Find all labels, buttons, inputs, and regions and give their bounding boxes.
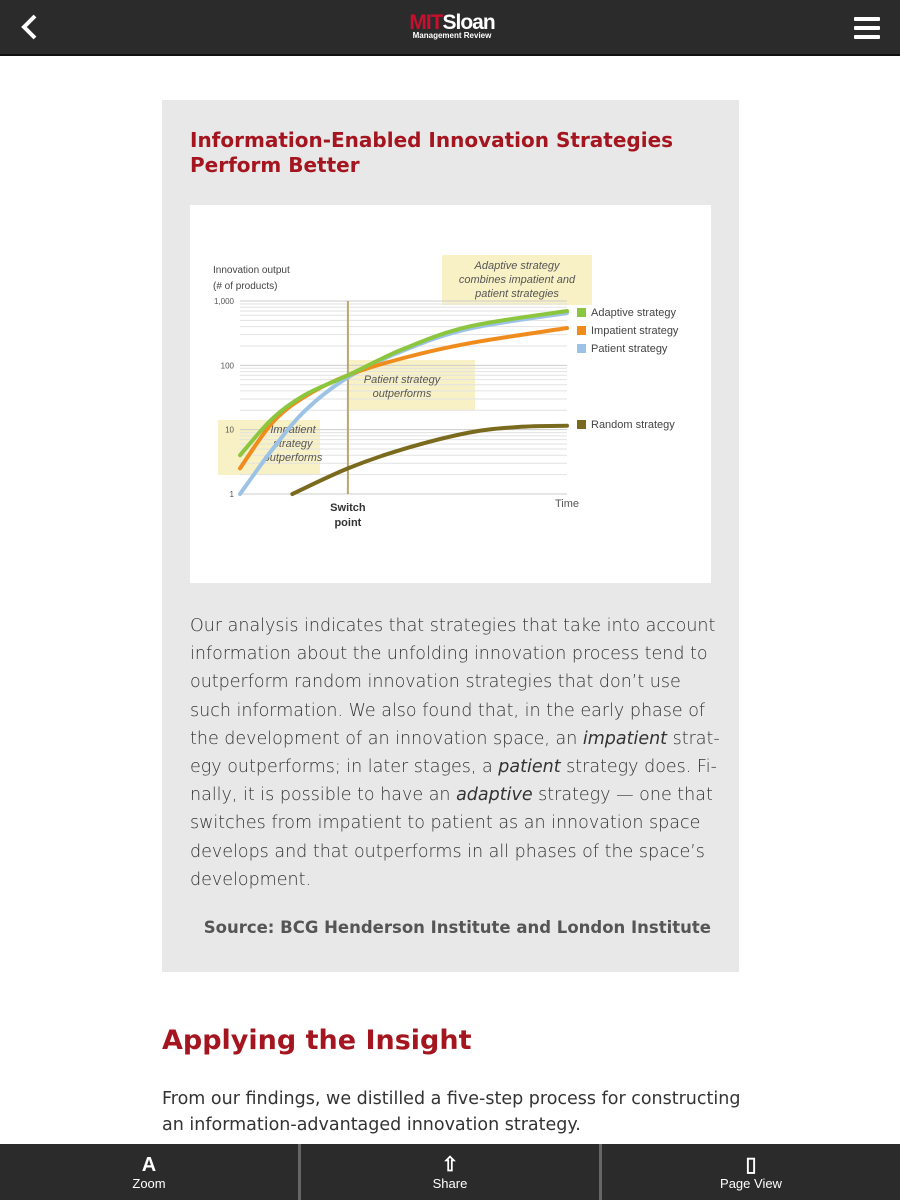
figure-caption (190, 612, 730, 894)
top-bar (0, 0, 900, 56)
legend-label: Patient strategy (591, 343, 668, 355)
chevron-left-icon (18, 12, 40, 42)
caption-text: strategy does. Fi- (560, 757, 717, 778)
caption-text: information about the unfolding innovation process tend to (190, 644, 708, 665)
caption-line (190, 640, 730, 668)
legend-label: Random strategy (591, 419, 675, 431)
y-axis-label: Innovation output (213, 265, 290, 276)
zoom-text-icon: A (141, 1153, 157, 1176)
section-heading: Applying the Insight (162, 1025, 472, 1056)
caption-text: development. (190, 869, 312, 890)
share-icon: ⇧ (441, 1153, 459, 1176)
annotation-text: outperforms (372, 388, 432, 400)
caption-line (190, 866, 730, 894)
logo-mit: MIT (409, 11, 443, 34)
caption-line (190, 697, 730, 725)
logo-sloan: Sloan (442, 11, 495, 34)
y-tick-label: 10 (225, 425, 234, 435)
caption-text: such information. We also found that, in the early phase of (190, 700, 706, 721)
caption-line (190, 809, 730, 837)
figure-card (162, 100, 739, 972)
annotation-text: combines impatient and (458, 274, 576, 286)
annotation-text: strategy (273, 438, 313, 450)
legend-swatch (577, 420, 586, 429)
logo-subtitle: Management Review (412, 31, 492, 40)
caption-text: the development of an innovation space, an (190, 728, 583, 749)
annotation-text: patient strategies (475, 288, 559, 300)
x-axis-label: Time (555, 498, 580, 510)
caption-text: strategy — one that (532, 785, 713, 806)
caption-text: strat- (667, 728, 720, 749)
bottom-toolbar (0, 1144, 900, 1200)
caption-line (190, 838, 730, 866)
caption-line (190, 668, 730, 696)
switch-point-label: point (334, 517, 362, 529)
caption-text: switches from impatient to patient as an innovation space (190, 813, 701, 834)
share-label: Share (432, 1175, 468, 1191)
caption-line (190, 612, 730, 640)
y-axis-label: (# of products) (213, 281, 278, 292)
caption-text: patient (498, 757, 561, 778)
chart-svg (190, 205, 711, 583)
chart (190, 205, 711, 583)
zoom-button[interactable] (0, 1144, 301, 1200)
legend-swatch (577, 326, 586, 335)
caption-line (190, 753, 730, 781)
page-view-icon: ▯ (745, 1153, 757, 1176)
menu-icon[interactable] (854, 17, 880, 39)
figure-title: Information-Enabled Innovation Strategies Perform Better (190, 128, 674, 177)
caption-text: egy outperforms; in later stages, a (190, 757, 499, 778)
back-button[interactable] (18, 12, 48, 44)
annotation-text: outperforms (263, 452, 323, 464)
section-paragraph: From our findings, we distilled a five-step process for constructing an information-advantaged innovation strategy. (162, 1089, 741, 1135)
caption-text: outperform random innovation strategies that don’t use (190, 672, 681, 693)
page-view-label: Page View (720, 1175, 782, 1191)
annotation-text: Patient strategy (363, 374, 441, 386)
caption-line (190, 725, 730, 753)
caption-text: Our analysis indicates that strategies that take into account (190, 616, 716, 636)
legend-swatch (577, 308, 586, 317)
share-button[interactable] (301, 1144, 602, 1200)
page-view-button[interactable] (602, 1144, 900, 1200)
caption-text: impatient (582, 728, 668, 749)
y-tick-label: 1 (229, 490, 234, 499)
caption-text: nally, it is possible to have an (190, 785, 457, 806)
switch-point-label: Switch (330, 502, 366, 514)
zoom-label: Zoom (132, 1175, 166, 1191)
annotation-text: Adaptive strategy (474, 260, 560, 272)
logo (402, 12, 502, 40)
source-note: Source: BCG Henderson Institute and London Institute (203, 918, 711, 937)
y-tick-label: 100 (220, 361, 234, 371)
legend-label: Impatient strategy (591, 325, 679, 337)
caption-text: adaptive (456, 785, 533, 806)
annotation-text: Impatient (270, 424, 316, 436)
legend-label: Adaptive strategy (591, 307, 676, 319)
caption-line (190, 781, 730, 809)
y-tick-label: 1,000 (213, 297, 234, 306)
caption-text: develops and that outperforms in all phases of the space’s (190, 841, 705, 862)
legend-swatch (577, 344, 586, 353)
